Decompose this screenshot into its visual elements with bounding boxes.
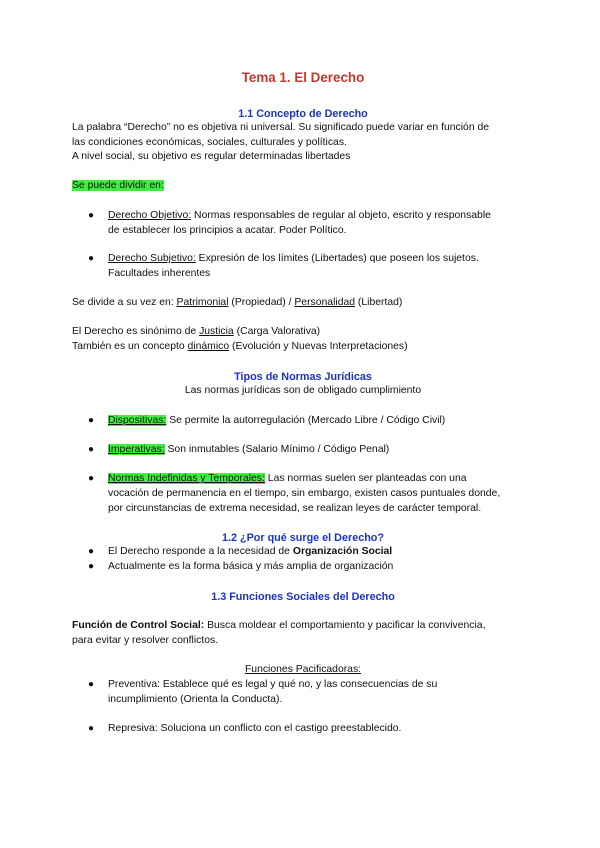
item-text: vocación de permanencia en el tiempo, sin embargo, existen casos puntuales donde, (108, 487, 501, 499)
section-heading-tipos: Tipos de Normas Jurídicas (234, 371, 372, 383)
list-item (108, 414, 538, 429)
list-item (108, 209, 538, 239)
paragraph-line: para evitar y resolver conflictos. (72, 635, 219, 646)
bullet-icon: ● (88, 210, 95, 221)
term: Derecho Subjetivo: (108, 253, 196, 264)
text: (Carga Valorativa) (233, 326, 321, 337)
item-text: Expresión de los límites (Libertades) que poseen los sujetos. (195, 253, 479, 264)
text: Se divide a su vez en: (72, 297, 177, 308)
text: Busca moldear el comportamiento y pacificar la convivencia, (204, 620, 486, 631)
list-item (108, 545, 538, 560)
list-item (108, 443, 538, 458)
text: (Propiedad) / (228, 297, 295, 308)
text: El Derecho es sinónimo de (72, 326, 200, 337)
divide-label-line (72, 179, 534, 194)
list-item: Represiva: Soluciona un conflicto con el castigo preestablecido. (108, 723, 402, 734)
paragraph-line: A nivel social, su objetivo es regular determinadas libertades (72, 151, 351, 162)
term: Personalidad (294, 297, 356, 308)
term: Patrimonial (176, 297, 229, 308)
item-text: Facultades inherentes (108, 267, 211, 279)
item-text: incumplimiento (Orienta la Conducta). (108, 693, 283, 705)
text: (Libertad) (355, 297, 403, 308)
term: Derecho Objetivo: (108, 210, 192, 221)
paragraph-line (72, 296, 534, 311)
bullet-icon: ● (88, 415, 95, 426)
bullet-icon: ● (88, 253, 95, 264)
section-heading-concepto: 1.1 Concepto de Derecho (238, 108, 368, 120)
bullet-icon: ● (88, 679, 95, 690)
paragraph-line (72, 325, 534, 340)
paragraph-line (72, 340, 534, 355)
paragraph-line: La palabra “Derecho” no es objetiva ni universal. Su significado puede variar en función de (72, 122, 490, 133)
bullet-icon: ● (88, 473, 95, 484)
bullet-icon: ● (88, 546, 95, 557)
underlined-heading: Funciones Pacificadoras: (244, 664, 362, 675)
section-subtitle: Las normas jurídicas son de obligado cumplimiento (184, 385, 422, 396)
highlighted-label: Se puede dividir en: (72, 180, 164, 191)
bold-term: Organización Social (292, 546, 393, 557)
list-item (108, 472, 538, 516)
term: dinámico (187, 341, 230, 352)
text: (Evolución y Nuevas Interpretaciones) (229, 341, 408, 352)
item-text: Las normas suelen ser planteadas con una (264, 473, 467, 484)
document-title: Tema 1. El Derecho (241, 70, 365, 85)
item-text: Se permite la autorregulación (Mercado Libre / Código Civil) (166, 415, 446, 426)
section-heading-funciones: 1.3 Funciones Sociales del Derecho (211, 591, 395, 603)
item-text: Son inmutables (Salario Mínimo / Código Penal) (164, 444, 390, 455)
bold-term: Función de Control Social: (72, 620, 205, 631)
item-text: Preventiva: Establece qué es legal y qué no, y las consecuencias de su (108, 679, 438, 690)
paragraph-line: las condiciones económicas, sociales, culturales y políticas. (72, 137, 347, 148)
highlighted-term: Dispositivas: (108, 415, 167, 426)
item-text: El Derecho responde a la necesidad de (108, 546, 293, 557)
item-text: Normas responsables de regular al objeto, escrito y responsable (191, 210, 491, 221)
subheading-pacificadoras (72, 663, 534, 678)
list-item (108, 252, 538, 282)
item-text: por circunstancias de extrema necesidad, se realizan leyes de carácter temporal. (108, 502, 482, 514)
highlighted-term: Imperativas: (108, 444, 165, 455)
bullet-icon: ● (88, 444, 95, 455)
text: También es un concepto (72, 341, 188, 352)
section-heading-surge: 1.2 ¿Por qué surge el Derecho? (221, 532, 384, 544)
bullet-icon: ● (88, 561, 95, 572)
list-item: Actualmente es la forma básica y más amplia de organización (108, 561, 394, 572)
term: Justicia (199, 326, 234, 337)
item-text: de establecer los principios a acatar. Poder Político. (108, 224, 347, 236)
list-item (108, 678, 538, 708)
highlighted-term: Normas Indefinidas y Temporales: (108, 473, 265, 484)
bullet-icon: ● (88, 723, 95, 734)
paragraph-line (72, 619, 534, 634)
